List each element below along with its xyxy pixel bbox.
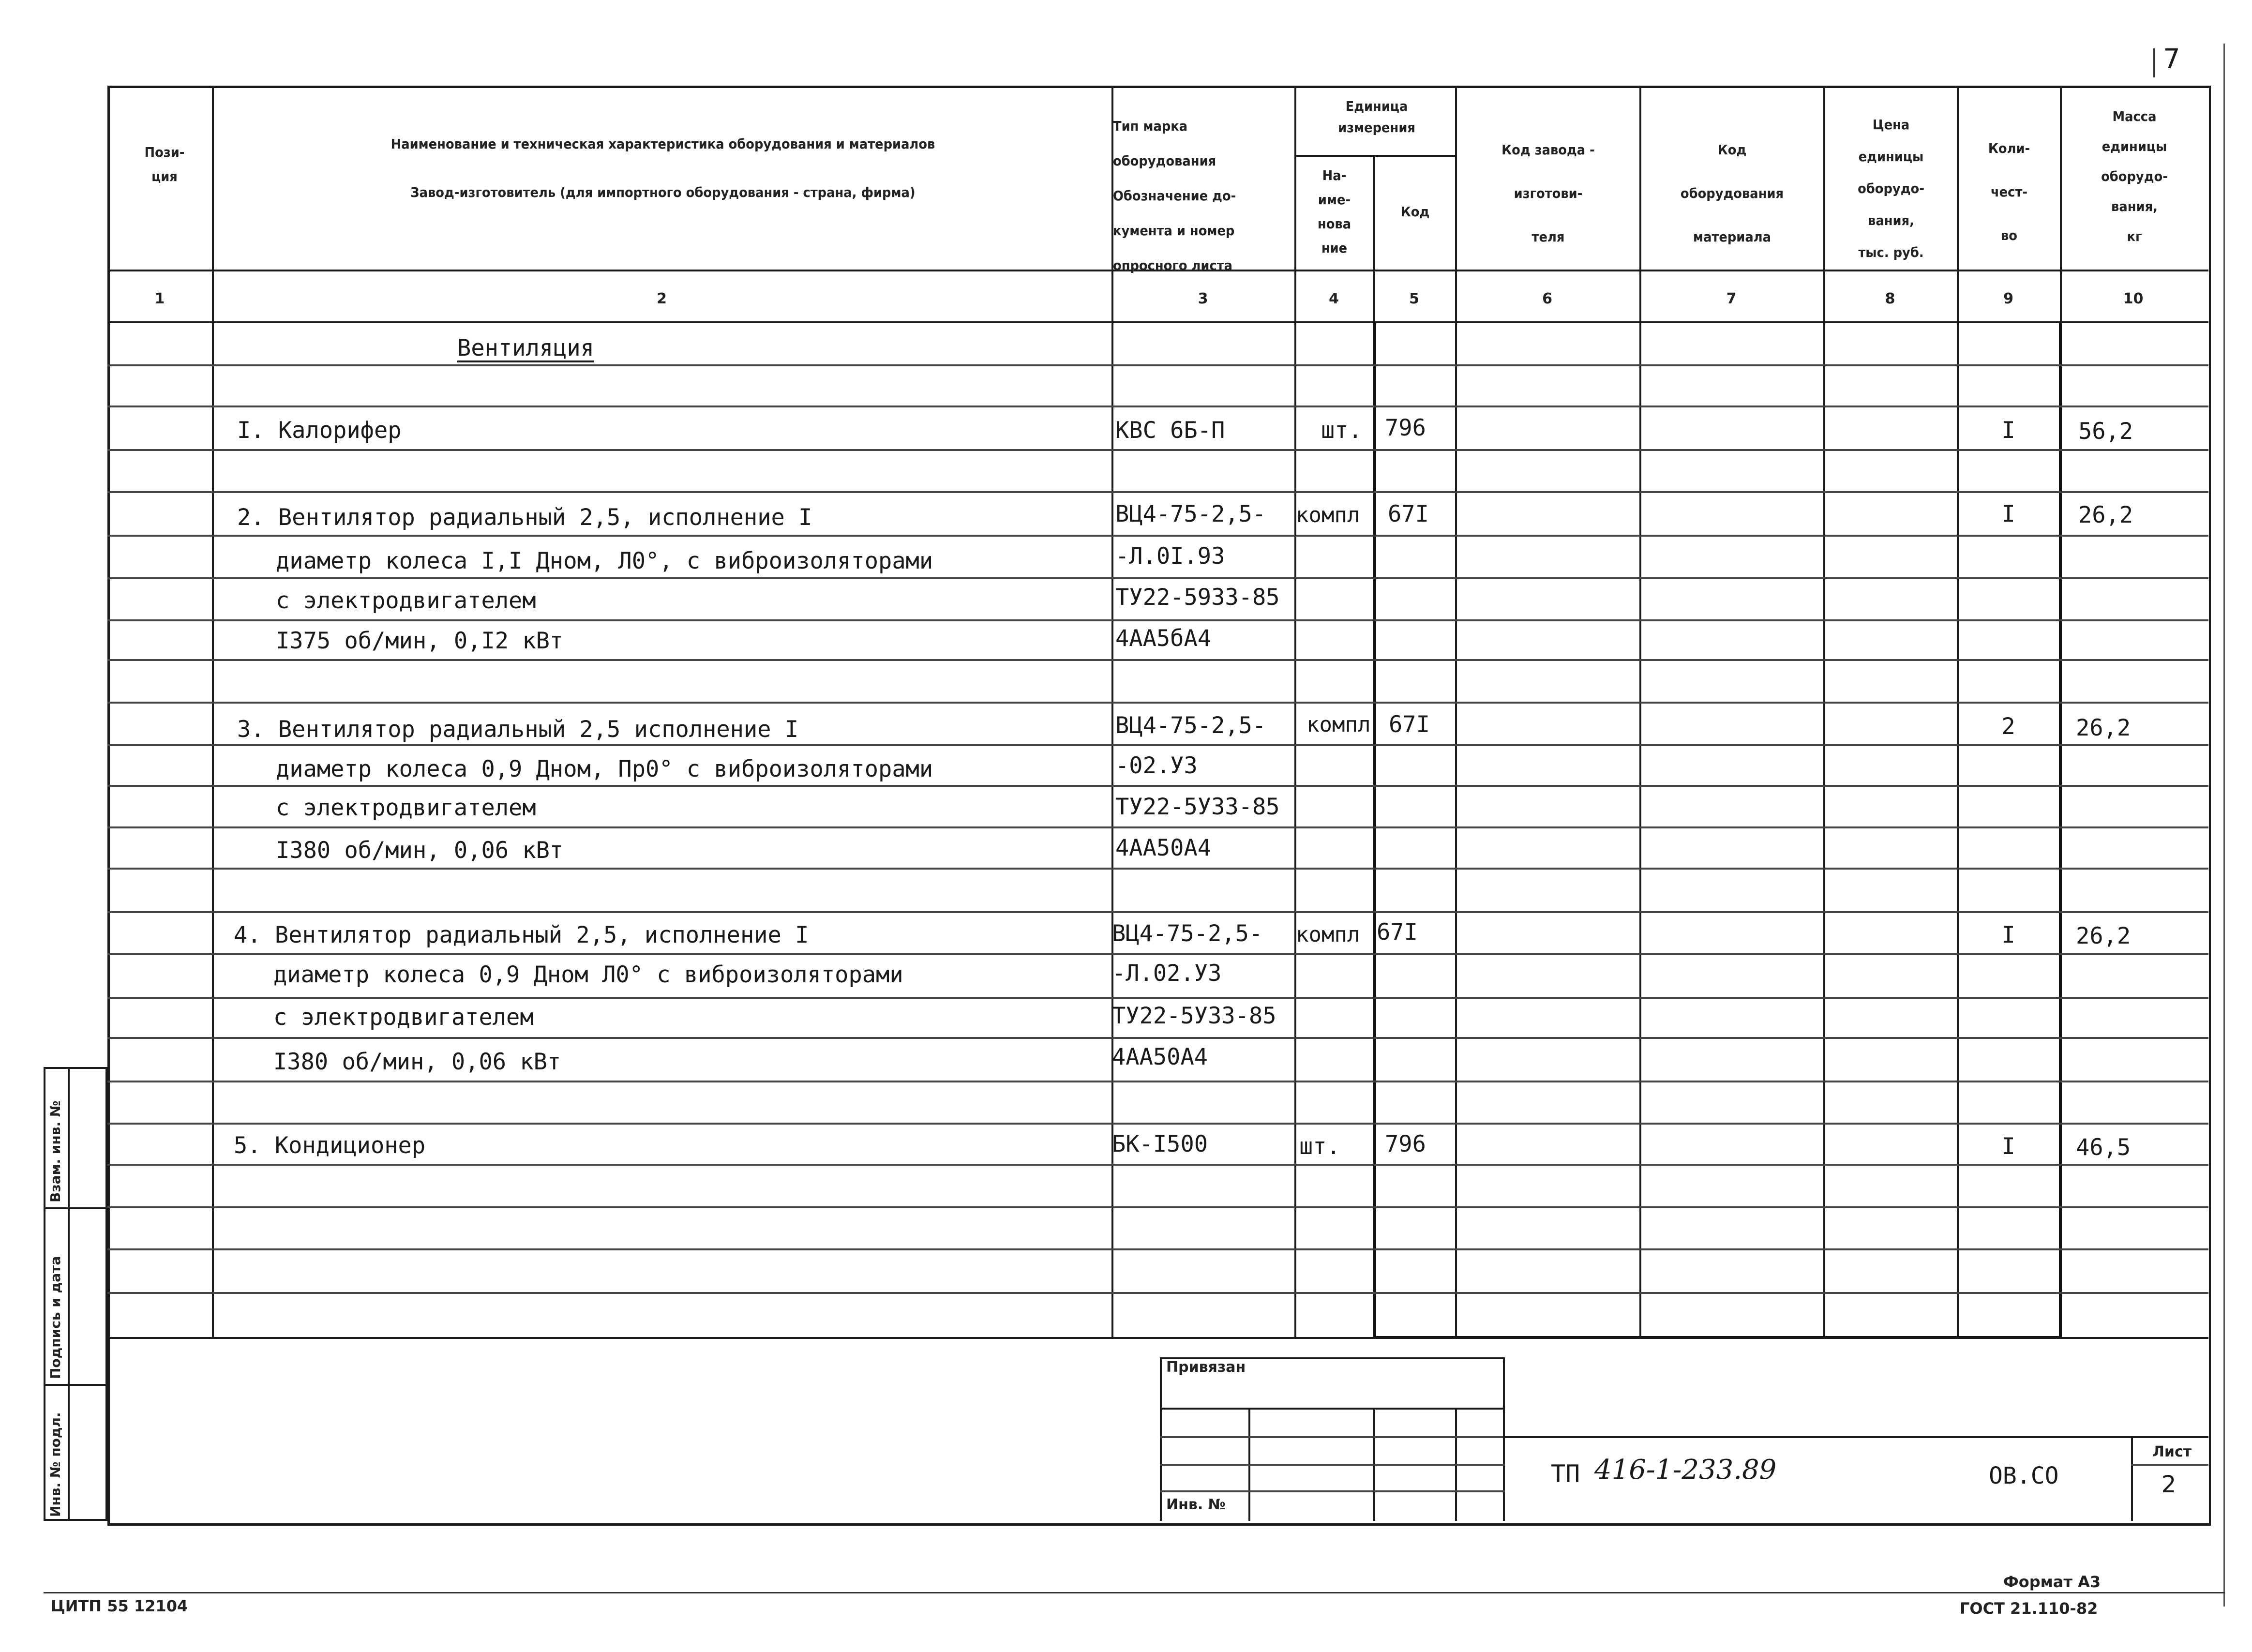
item-type-cont: 4АА50А4: [1112, 1044, 1208, 1070]
item-type-cont: -Л.02.У3: [1112, 960, 1222, 987]
item-unit-code: 67I: [1388, 501, 1429, 527]
item-unit: компл: [1296, 922, 1360, 947]
item-mass: 26,2: [2078, 502, 2133, 528]
colnum-7: 7: [1726, 290, 1737, 307]
colnum-6: 6: [1542, 290, 1552, 307]
header-unit-name: На- име- нова ние: [1317, 167, 1351, 256]
item-unit-code: 796: [1385, 415, 1426, 441]
header-position: Пози- ция: [144, 144, 185, 184]
item-type: ВЦ4-75-2,5-: [1115, 501, 1266, 527]
item-qty: I: [2001, 417, 2015, 444]
corner-mark: [2153, 48, 2155, 77]
stamp-privyazan: Привязан: [1166, 1359, 1246, 1376]
footer-left-code: ЦИТП 55 12104: [51, 1597, 188, 1615]
side-label-podpis: Подпись и дата: [47, 1256, 63, 1379]
colnum-8: 8: [1885, 290, 1895, 307]
item-type-cont: 4АА50А4: [1115, 835, 1212, 861]
header-price: Цена единицы оборудо- вания, тыс. руб.: [1858, 117, 1924, 260]
item-name-cont: диаметр колеса 0,9 Дном Л0° с виброизоляторами: [273, 961, 903, 988]
header-mass: Масса единицы оборудо- вания, кг: [2101, 108, 2168, 244]
header-unit-group: Единица измерения: [1338, 98, 1415, 135]
page-corner-number: 7: [2163, 44, 2180, 75]
item-name-cont: с электродвигателем: [276, 587, 536, 614]
right-margin-line: [2223, 44, 2225, 1607]
item-type: КВС 6Б-П: [1115, 417, 1225, 444]
item-type-cont: -Л.0I.93: [1115, 543, 1225, 570]
doc-code-prefix: ТП: [1551, 1460, 1580, 1488]
header-quantity: Коли- чест- во: [1988, 140, 2030, 243]
item-name: 4. Вентилятор радиальный 2,5, исполнение I: [234, 922, 809, 948]
item-unit: шт.: [1299, 1133, 1340, 1160]
item-qty: I: [2001, 501, 2015, 527]
item-name: 2. Вентилятор радиальный 2,5, исполнение I: [237, 504, 812, 531]
footer-line: [44, 1592, 2225, 1593]
item-type-cont: ТУ22-5933-85: [1115, 584, 1280, 611]
header-type: Тип марка оборудования Обозначение до- кумента и номер опросного листа: [1113, 118, 1236, 273]
doc-code-number: 416-1-233.89: [1594, 1454, 1777, 1486]
item-type: ВЦ4-75-2,5-: [1112, 920, 1263, 947]
item-name: I. Калорифер: [237, 417, 402, 444]
item-type-cont: -02.У3: [1115, 752, 1198, 779]
item-name-cont: I375 об/мин, 0,I2 кВт: [276, 628, 564, 654]
doc-mark: ОВ.СО: [1989, 1462, 2059, 1489]
item-name: 3. Вентилятор радиальный 2,5 исполнение I: [237, 716, 799, 743]
sheet-label: Лист: [2152, 1443, 2192, 1460]
footer-gost: ГОСТ 21.110-82: [1960, 1599, 2098, 1618]
colnum-4: 4: [1329, 290, 1339, 307]
sheet-number: 2: [2161, 1471, 2177, 1498]
header-name-line1: Наименование и техническая характеристика оборудования и материалов: [390, 136, 935, 152]
item-qty: I: [2001, 922, 2015, 948]
item-unit: компл: [1306, 712, 1371, 737]
colnum-3: 3: [1198, 290, 1208, 307]
item-type: ВЦ4-75-2,5-: [1115, 712, 1266, 739]
item-mass: 46,5: [2076, 1134, 2131, 1161]
stamp-inv-no: Инв. №: [1166, 1496, 1226, 1513]
colnum-10: 10: [2123, 290, 2144, 307]
item-mass: 56,2: [2078, 418, 2133, 445]
header-name-line2: Завод-изготовитель (для импортного оборудования - страна, фирма): [410, 184, 916, 200]
item-type: БК-I500: [1112, 1131, 1208, 1157]
colnum-9: 9: [2003, 290, 2013, 307]
item-type-cont: 4АА5бА4: [1115, 625, 1212, 652]
side-label-inv-podl: Инв. № подл.: [47, 1412, 63, 1517]
header-plant-code: Код завода - изготови- теля: [1501, 142, 1595, 245]
item-name-cont: диаметр колеса I,I Дном, Л0°, с виброизоляторами: [276, 548, 933, 574]
item-unit: компл: [1296, 503, 1360, 527]
item-unit-code: 67I: [1389, 711, 1430, 738]
item-unit-code: 796: [1385, 1131, 1426, 1157]
header-unit-code: Код: [1400, 204, 1430, 220]
item-type-cont: ТУ22-5У33-85: [1115, 794, 1280, 820]
item-qty: 2: [2001, 713, 2015, 740]
header-equipment-code: Код оборудования материала: [1680, 142, 1784, 245]
item-name: 5. Кондиционер: [234, 1132, 426, 1159]
item-name-cont: диаметр колеса 0,9 Дном, Пр0° с виброизоляторами: [276, 756, 933, 782]
colnum-5: 5: [1409, 290, 1419, 307]
section-title: Вентиляция: [457, 335, 594, 361]
item-unit: шт.: [1321, 417, 1362, 444]
item-mass: 26,2: [2076, 715, 2131, 741]
item-mass: 26,2: [2076, 923, 2131, 949]
item-type-cont: ТУ22-5У33-85: [1112, 1003, 1276, 1029]
item-name-cont: с электродвигателем: [273, 1004, 534, 1031]
item-unit-code: 67I: [1377, 919, 1418, 946]
item-qty: I: [2001, 1133, 2015, 1160]
item-name-cont: с электродвигателем: [276, 795, 536, 821]
item-name-cont: I380 об/мин, 0,06 кВт: [273, 1049, 561, 1075]
item-name-cont: I380 об/мин, 0,06 кВт: [276, 837, 564, 864]
side-label-vzam: Взам. инв. №: [47, 1100, 63, 1202]
colnum-2: 2: [657, 290, 667, 307]
colnum-1: 1: [154, 290, 165, 307]
footer-format: Формат А3: [2003, 1573, 2101, 1591]
